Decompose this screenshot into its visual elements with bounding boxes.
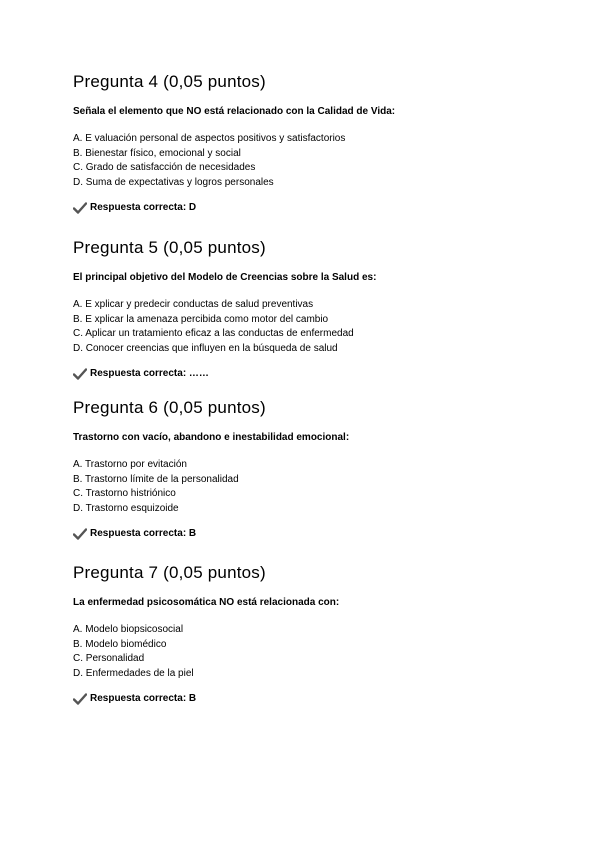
option-b: B. Modelo biomédico [73, 638, 167, 650]
option-a: A. Trastorno por evitación [73, 459, 187, 470]
answer-text: Respuesta correcta: B [90, 693, 197, 704]
correct-answer [73, 202, 196, 214]
option-c: C. Trastorno histriónico [73, 488, 176, 500]
question-stem: La enfermedad psicosomática NO está relacionada con: [73, 597, 340, 608]
question-5 [73, 238, 573, 379]
options-list [73, 623, 194, 681]
option-b: B. Trastorno límite de la personalidad [73, 473, 239, 485]
options-list [73, 132, 345, 190]
check-icon [73, 368, 87, 380]
option-c: C. Personalidad [73, 653, 145, 665]
correct-answer [73, 368, 209, 380]
option-a: A. E xplicar y predecir conductas de salud preventivas [73, 299, 314, 310]
option-d: D. Conocer creencias que influyen en la búsqueda de salud [73, 342, 338, 354]
question-title: Pregunta 5 (0,05 puntos) [73, 238, 266, 257]
answer-text: Respuesta correcta: B [90, 528, 197, 539]
option-a: A. E valuación personal de aspectos positivos y satisfactorios [73, 133, 346, 144]
question-title: Pregunta 7 (0,05 puntos) [73, 563, 266, 582]
correct-answer [73, 693, 196, 705]
question-4 [73, 72, 573, 213]
question-stem: Trastorno con vacío, abandono e inestabilidad emocional: [73, 432, 350, 443]
option-b: B. E xplicar la amenaza percibida como motor del cambio [73, 313, 329, 325]
check-icon [73, 693, 87, 705]
option-b: B. Bienestar físico, emocional y social [73, 147, 241, 159]
options-list [73, 458, 239, 516]
options-list [73, 298, 354, 356]
question-title: Pregunta 4 (0,05 puntos) [73, 72, 266, 91]
option-d: D. Enfermedades de la piel [73, 667, 194, 679]
option-c: C. Aplicar un tratamiento eficaz a las conductas de enfermedad [73, 328, 354, 340]
question-stem: El principal objetivo del Modelo de Creencias sobre la Salud es: [73, 272, 377, 283]
option-d: D. Trastorno esquizoide [73, 502, 179, 514]
option-a: A. Modelo biopsicosocial [73, 624, 184, 635]
question-6 [73, 398, 573, 539]
answer-text: Respuesta correcta: D [90, 202, 197, 213]
question-title: Pregunta 6 (0,05 puntos) [73, 398, 266, 417]
check-icon [73, 202, 87, 214]
option-c: C. Grado de satisfacción de necesidades [73, 162, 256, 174]
answer-text: Respuesta correcta: …… [90, 368, 209, 379]
question-7 [73, 563, 573, 704]
question-stem: Señala el elemento que NO está relacionado con la Calidad de Vida: [73, 106, 396, 117]
correct-answer [73, 528, 196, 540]
option-d: D. Suma de expectativas y logros personales [73, 176, 274, 188]
check-icon [73, 528, 87, 540]
